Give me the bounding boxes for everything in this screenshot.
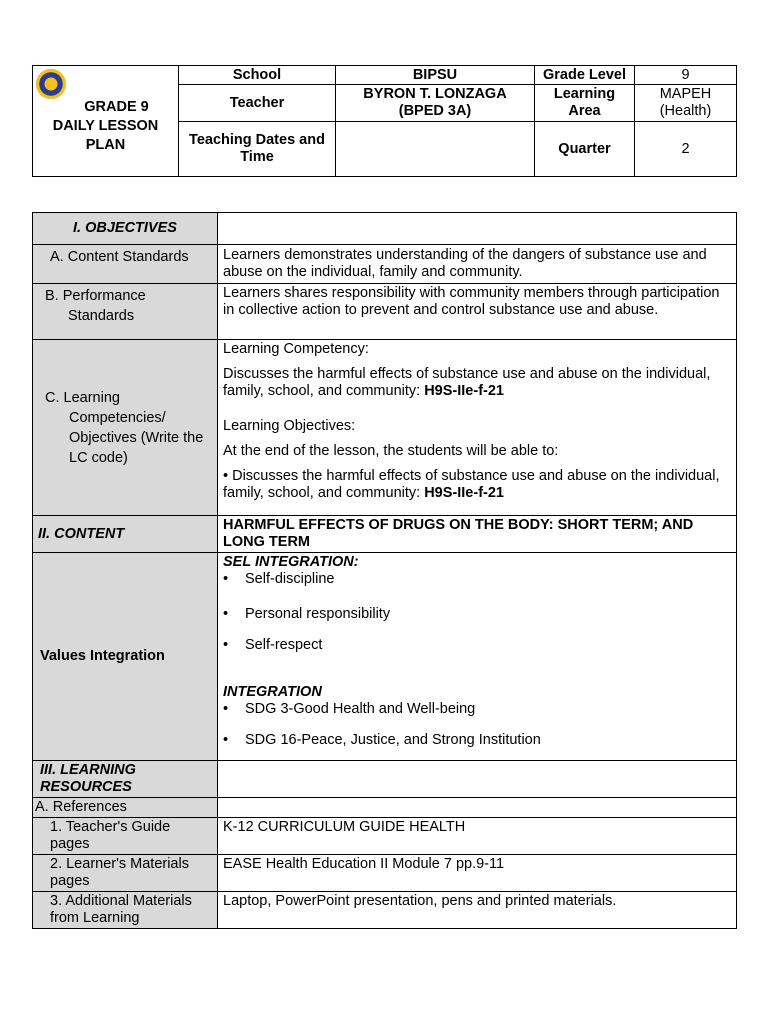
content-value: HARMFUL EFFECTS OF DRUGS ON THE BODY: SHORT TERM; AND LONG TERM — [218, 516, 737, 553]
header-table — [32, 65, 737, 177]
learning-resources-heading: III. LEARNING RESOURCES — [33, 761, 218, 798]
additional-materials-value: Laptop, PowerPoint presentation, pens and printed materials. — [218, 892, 737, 929]
objective-code: H9S-IIe-f-21 — [424, 485, 504, 501]
learning-area-value — [635, 85, 737, 122]
learners-materials-value: EASE Health Education II Module 7 pp.9-11 — [218, 855, 737, 892]
additional-materials-label — [33, 892, 218, 929]
references-label: A. References — [33, 798, 218, 818]
bullet-glyph: • — [223, 637, 229, 653]
content-standards-value: Learners demonstrates understanding of the dangers of substance use and abuse on the individual, family and community. — [218, 245, 737, 284]
title-line-2: DAILY LESSON — [52, 117, 159, 134]
quarter-value: 2 — [635, 122, 737, 177]
learning-area-label — [535, 85, 635, 122]
learning-area-value-line-1: MAPEH — [659, 86, 712, 102]
performance-standards-value: Learners shares responsibility with community members through participation in collective action to prevent and control substance use and abuse. — [218, 284, 737, 340]
competencies-value — [218, 340, 737, 516]
teaching-dates-value — [336, 122, 535, 177]
grade-level-label: Grade Level — [535, 66, 635, 85]
sel-heading: SEL INTEGRATION: — [223, 554, 359, 570]
school-label: School — [179, 66, 336, 85]
learners-materials-label-text: 2. Learner's Materials pages — [50, 856, 189, 889]
sel-item-text: Self-respect — [245, 637, 323, 653]
title-line-3: PLAN — [85, 136, 126, 153]
values-integration-value — [218, 553, 737, 761]
teachers-guide-label — [33, 818, 218, 855]
school-seal-logo — [36, 69, 66, 99]
performance-standards-label-line-1: B. Performance — [45, 288, 146, 304]
sel-item — [223, 606, 731, 623]
competency-description: Discusses the harmful effects of substance use and abuse on the individual, family, school, and community: — [223, 366, 711, 399]
teacher-name: BYRON T. LONZAGA — [363, 86, 507, 102]
bullet-glyph: • — [223, 701, 229, 717]
content-standards-label-text: A. Content Standards — [50, 249, 189, 265]
sel-item-text: Personal responsibility — [245, 606, 391, 622]
title-cell — [33, 66, 179, 177]
competency-heading: Learning Competency: — [223, 341, 369, 357]
quarter-label: Quarter — [535, 122, 635, 177]
references-value — [218, 798, 737, 818]
objectives-heading-value — [218, 213, 737, 245]
performance-standards-label-line-2: Standards — [68, 308, 135, 324]
competency-text — [223, 366, 731, 400]
learners-materials-label — [33, 855, 218, 892]
lesson-table — [32, 212, 737, 929]
bullet-glyph: • — [223, 571, 229, 587]
values-integration-label: Values Integration — [33, 553, 218, 761]
learning-area-label-line-2: Area — [568, 103, 601, 119]
learning-area-label-line-1: Learning — [553, 86, 616, 102]
teacher-value — [336, 85, 535, 122]
school-value: BIPSU — [336, 66, 535, 85]
content-standards-label — [33, 245, 218, 284]
integration-item — [223, 701, 731, 718]
integration-item-text: SDG 16-Peace, Justice, and Strong Institution — [245, 732, 541, 748]
teachers-guide-label-text: 1. Teacher's Guide pages — [50, 819, 171, 852]
teaching-dates-label-line-2: Time — [240, 149, 274, 165]
teacher-section: (BPED 3A) — [398, 103, 472, 119]
objective-item — [223, 468, 731, 502]
teachers-guide-value: K-12 CURRICULUM GUIDE HEALTH — [218, 818, 737, 855]
learning-area-value-line-2: (Health) — [659, 103, 712, 119]
competencies-label — [33, 340, 218, 516]
title-line-1: GRADE 9 — [84, 98, 149, 115]
grade-level-value: 9 — [635, 66, 737, 85]
teacher-label: Teacher — [179, 85, 336, 122]
integration-heading: INTEGRATION — [223, 684, 322, 700]
content-heading: II. CONTENT — [33, 516, 218, 553]
sel-item — [223, 637, 731, 654]
learning-resources-value — [218, 761, 737, 798]
teaching-dates-label-line-1: Teaching Dates and — [189, 132, 325, 148]
objective-item-text: • Discusses the harmful effects of substance use and abuse on the individual, family, school, and community: — [223, 468, 720, 501]
objectives-heading: I. OBJECTIVES — [33, 213, 218, 245]
teaching-dates-label — [179, 122, 336, 177]
additional-materials-label-text: 3. Additional Materials from Learning — [50, 893, 192, 926]
integration-item — [223, 732, 731, 749]
performance-standards-label — [33, 284, 218, 340]
bullet-glyph: • — [223, 606, 229, 622]
competencies-label-text: C. Learning Competencies/ Objectives (Write the LC code) — [45, 389, 204, 466]
sel-item — [223, 571, 731, 588]
objectives-intro: At the end of the lesson, the students will be able to: — [223, 443, 559, 459]
integration-item-text: SDG 3-Good Health and Well-being — [245, 701, 476, 717]
sel-item-text: Self-discipline — [245, 571, 335, 587]
objectives-subheading: Learning Objectives: — [223, 418, 356, 434]
bullet-glyph: • — [223, 732, 229, 748]
competency-code: H9S-IIe-f-21 — [424, 383, 504, 399]
